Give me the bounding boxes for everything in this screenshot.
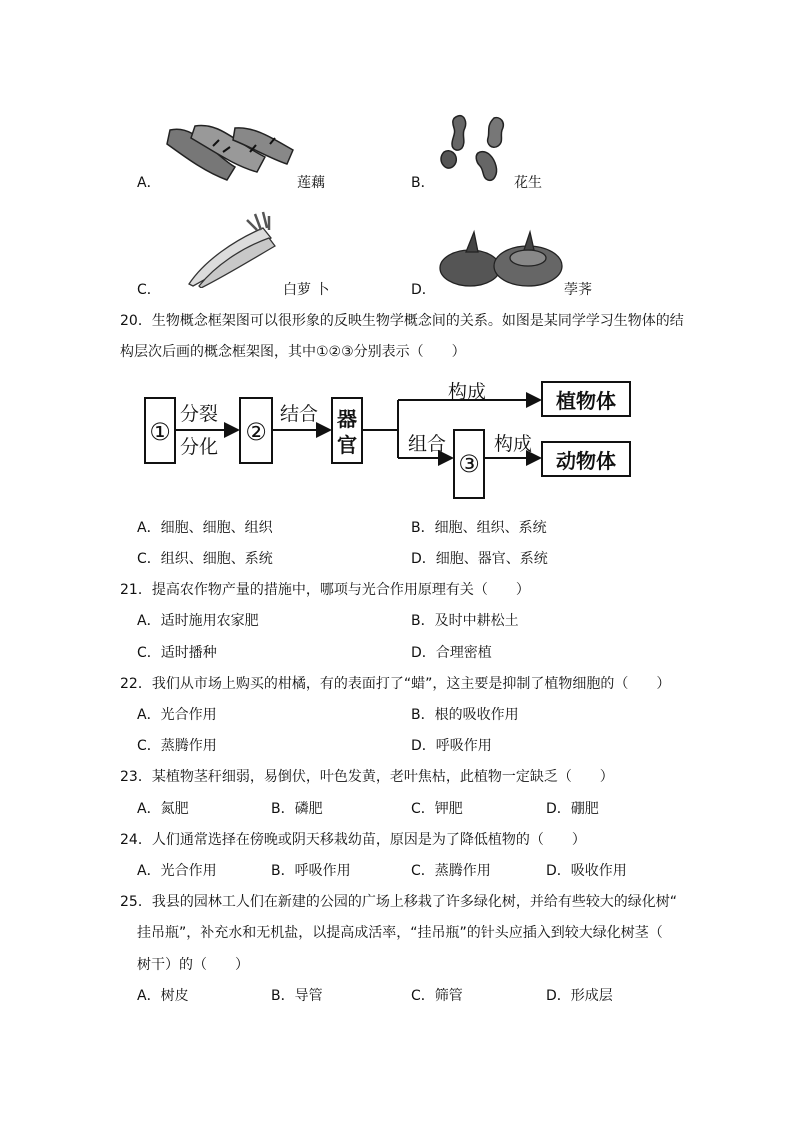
option-b: B．及时中耕松土 bbox=[411, 613, 519, 629]
arrow-1-top-label: 分裂 bbox=[180, 403, 219, 425]
question-stem: 21．提高农作物产量的措施中，哪项与光合作用原理有关（ ） bbox=[120, 582, 530, 598]
concept-map-diagram bbox=[140, 378, 640, 503]
node-4-label: ③ bbox=[458, 450, 480, 478]
option-b: B．磷肥 bbox=[271, 801, 323, 817]
arrow-2-label: 结合 bbox=[280, 403, 319, 425]
option-d: D．吸收作用 bbox=[546, 863, 627, 879]
question-stem-line: 25．我县的园林工人们在新建的公园的广场上移栽了许多绿化树，并给有些较大的绿化树“ bbox=[120, 894, 678, 910]
option-a: A．氮肥 bbox=[137, 801, 189, 817]
option-b: B．根的吸收作用 bbox=[411, 707, 519, 723]
peanut-image bbox=[436, 112, 516, 186]
organ-label-2: 官 bbox=[337, 433, 357, 457]
branch-top-label: 构成 bbox=[448, 381, 487, 403]
option-c: C．蒸腾作用 bbox=[411, 863, 491, 879]
question-stem-line: 树干）的（ ） bbox=[137, 957, 249, 973]
option-b: B．呼吸作用 bbox=[271, 863, 351, 879]
option-c: C．适时播种 bbox=[137, 645, 217, 661]
option-label: 花生 bbox=[514, 175, 542, 191]
question-stem-line: 构层次后画的概念框架图，其中①②③分别表示（ ） bbox=[120, 344, 466, 360]
node-1-label: ① bbox=[149, 418, 171, 446]
option-label: 荸荠 bbox=[564, 282, 592, 298]
option-d: D．形成层 bbox=[546, 988, 613, 1004]
option-c: C．蒸腾作用 bbox=[137, 738, 217, 754]
option-letter: D． bbox=[411, 282, 436, 298]
question-stem: 22．我们从市场上购买的柑橘，有的表面打了“蜡”，这主要是抑制了植物细胞的（ ） bbox=[120, 676, 671, 692]
option-label: 白萝 卜 bbox=[283, 282, 330, 298]
arrow-1-bottom-label: 分化 bbox=[180, 436, 219, 458]
option-a: A．光合作用 bbox=[137, 863, 217, 879]
option-c: C．组织、细胞、系统 bbox=[137, 551, 273, 567]
water-chestnut-image bbox=[436, 228, 566, 290]
question-stem: 23．某植物茎秆细弱，易倒伏，叶色发黄，老叶焦枯，此植物一定缺乏（ ） bbox=[120, 769, 614, 785]
option-d: D．合理密植 bbox=[411, 645, 492, 661]
organ-label-1: 器 bbox=[337, 407, 357, 431]
option-letter: B． bbox=[411, 175, 435, 191]
option-letter: C． bbox=[137, 282, 161, 298]
option-a: A．树皮 bbox=[137, 988, 189, 1004]
white-radish-image bbox=[185, 210, 280, 288]
question-stem-line: 挂吊瓶”，补充水和无机盐，以提高成活率，“挂吊瓶”的针头应插入到较大绿化树茎（ bbox=[137, 925, 663, 941]
option-d: D．细胞、器官、系统 bbox=[411, 551, 548, 567]
option-a: A．细胞、细胞、组织 bbox=[137, 520, 273, 536]
arrow-4-label: 构成 bbox=[494, 433, 533, 455]
option-d: D．呼吸作用 bbox=[411, 738, 492, 754]
branch-bottom-label: 组合 bbox=[408, 433, 447, 455]
option-a: A．光合作用 bbox=[137, 707, 217, 723]
animal-label: 动物体 bbox=[556, 449, 616, 473]
option-b: B．导管 bbox=[271, 988, 323, 1004]
option-letter: A． bbox=[137, 175, 161, 191]
lotus-root-image bbox=[165, 122, 295, 184]
node-2-label: ② bbox=[245, 418, 267, 446]
question-stem-line: 20．生物概念框架图可以很形象的反映生物学概念间的关系。如图是某同学学习生物体的结 bbox=[120, 313, 684, 329]
option-label: 莲藕 bbox=[297, 175, 325, 191]
question-stem: 24．人们通常选择在傍晚或阴天移栽幼苗，原因是为了降低植物的（ ） bbox=[120, 832, 586, 848]
option-c: C．钾肥 bbox=[411, 801, 463, 817]
option-b: B．细胞、组织、系统 bbox=[411, 520, 547, 536]
plant-label: 植物体 bbox=[556, 389, 616, 413]
option-d: D．硼肥 bbox=[546, 801, 599, 817]
option-a: A．适时施用农家肥 bbox=[137, 613, 259, 629]
option-c: C．筛管 bbox=[411, 988, 463, 1004]
